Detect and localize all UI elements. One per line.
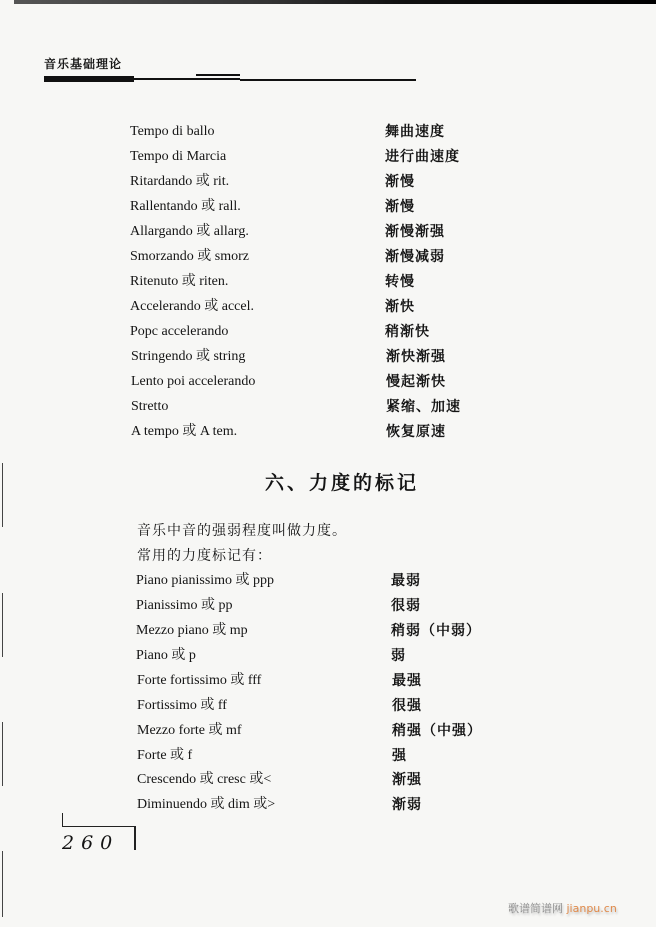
scan-margin-line [2,463,3,527]
term-italian: Forte 或 f [137,748,193,763]
scan-margin-line [2,722,3,786]
term-chinese: 渐快 [385,299,415,315]
term-italian: Diminuendo 或 dim 或> [137,797,276,812]
scan-top-edge [14,0,656,4]
term-italian: Mezzo piano 或 mp [136,623,248,638]
term-italian: Popc accelerando [130,324,229,339]
watermark-url: jianpu.cn [566,902,617,915]
term-chinese: 很强 [392,698,422,714]
term-italian: Tempo di ballo [130,124,215,139]
term-italian: Fortissimo 或 ff [137,698,227,713]
term-chinese: 转慢 [385,274,415,290]
term-italian: Rallentando 或 rall. [130,199,241,214]
term-chinese: 渐慢 [385,199,415,215]
term-chinese: 强 [392,748,407,764]
term-italian: Ritenuto 或 riten. [130,274,229,289]
term-italian: Stretto [131,399,169,414]
term-italian: A tempo 或 A tem. [131,424,238,439]
term-italian: Piano 或 p [136,648,196,663]
term-italian: Forte fortissimo 或 fff [137,673,262,688]
section-intro-1: 音乐中音的强弱程度叫做力度。 [137,523,347,539]
term-chinese: 弱 [391,648,406,664]
term-chinese: 进行曲速度 [385,149,460,165]
term-chinese: 渐强 [392,772,422,788]
term-chinese: 紧缩、加速 [386,399,461,415]
term-chinese: 很弱 [391,598,421,614]
term-italian: Stringendo 或 string [131,349,246,364]
scan-margin-line [2,851,3,917]
term-italian: Smorzando 或 smorz [130,249,249,264]
term-chinese: 恢复原速 [386,424,446,440]
term-italian: Pianissimo 或 pp [136,598,233,613]
page-number: 260 [62,832,120,854]
watermark-cn: 歌谱简谱网 [508,902,563,915]
header-rule-mid [134,78,240,80]
term-chinese: 渐快渐强 [386,349,446,365]
page-box-left-rule [62,813,63,827]
section-intro-2: 常用的力度标记有： [137,548,272,564]
page-box-right-rule [134,826,136,850]
term-italian: Ritardando 或 rit. [130,174,230,189]
term-italian: Allargando 或 allarg. [130,224,249,239]
term-italian: Accelerando 或 accel. [130,299,254,314]
term-chinese: 渐慢减弱 [385,249,445,265]
term-italian: Crescendo 或 cresc 或< [137,772,272,787]
term-italian: Piano pianissimo 或 ppp [136,573,275,588]
term-italian: Lento poi accelerando [131,374,256,389]
term-chinese: 舞曲速度 [385,124,445,140]
running-head: 音乐基础理论 [44,57,123,71]
term-chinese: 稍渐快 [385,324,430,340]
term-chinese: 稍弱（中弱） [391,623,481,639]
term-chinese: 稍强（中强） [392,723,482,739]
term-italian: Mezzo forte 或 mf [137,723,242,738]
term-chinese: 慢起渐快 [386,374,446,390]
term-chinese: 最弱 [391,573,421,589]
page-box-top-rule [62,826,135,827]
term-chinese: 渐慢 [385,174,415,190]
header-rule-upper [196,74,240,76]
scan-margin-line [2,593,3,657]
term-chinese: 渐弱 [392,797,422,813]
term-chinese: 最强 [392,673,422,689]
term-italian: Tempo di Marcia [130,149,227,164]
watermark [508,900,617,916]
header-rule-thick [44,76,134,82]
term-chinese: 渐慢渐强 [385,224,445,240]
section-heading: 六、力度的标记 [265,472,420,494]
header-rule-thin [240,79,416,81]
